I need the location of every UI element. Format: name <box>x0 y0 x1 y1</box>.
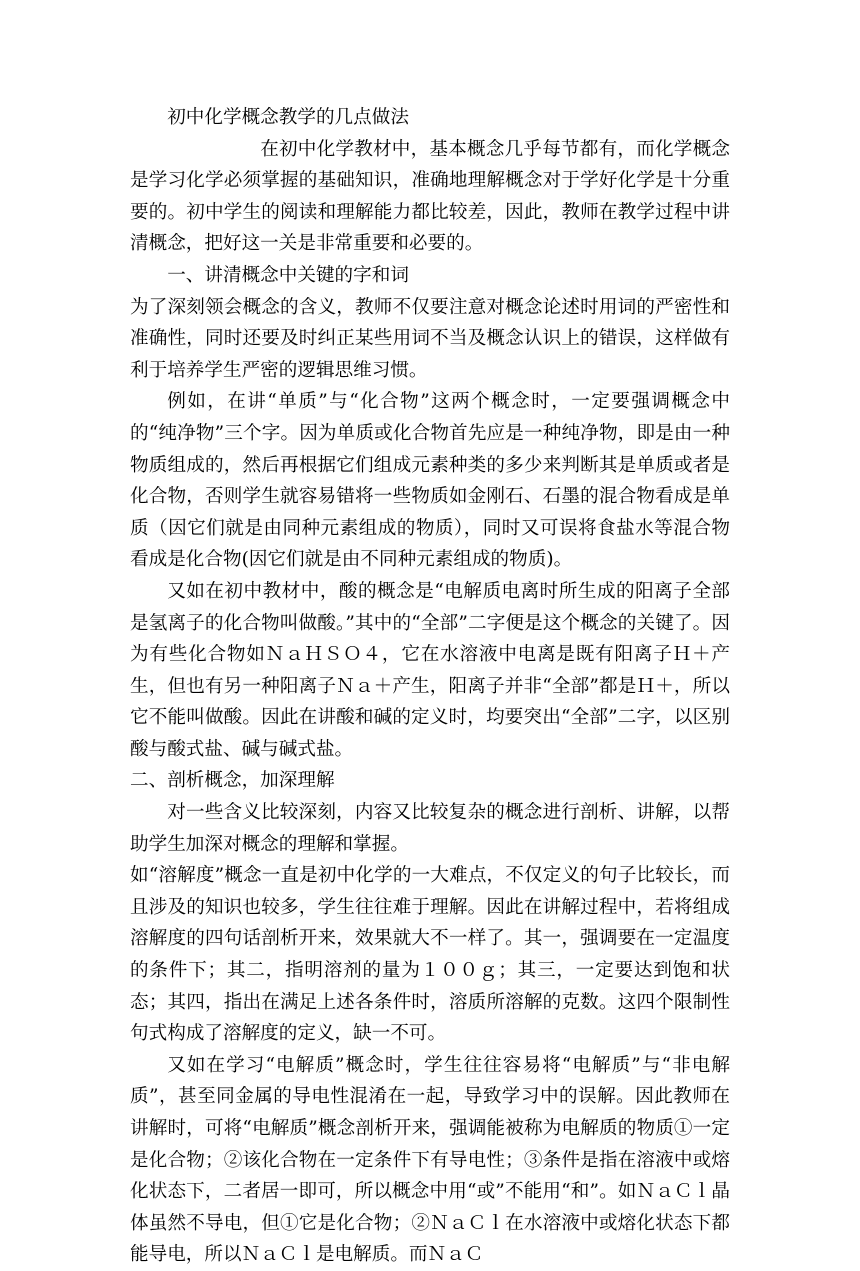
paragraph-electrolyte: 又如在学习“电解质”概念时，学生往往容易将“电解质”与“非电解质”，甚至同金属的导电性混淆在一起，导致学习中的误解。因此教师在讲解时，可将“电解质”概念剖析开来，强调能被称为电解质的物质①一定是化合物；②该化合物在一定条件下有导电性；③条件是指在溶液中或熔化状态下，二者居一即可，所以概念中用“或”不能用“和”。如ＮａＣｌ晶体虽然不导电，但①它是化合物；②ＮａＣｌ在水溶液中或熔化状态下都能导电，所以ＮａＣｌ是电解质。而ＮａＣ <box>130 1054 730 1266</box>
paragraph-solubility: 如“溶解度”概念一直是初中化学的一大难点，不仅定义的句子比较长，而且涉及的知识也较多，学生往往难于理解。因此在讲解过程中，若将组成溶解度的四句话剖析开来，效果就大不一样了。其一，强调要在一定温度的条件下；其二，指明溶剂的量为１００ｇ；其三，一定要达到饱和状态；其四，指出在满足上述各条件时，溶质所溶解的克数。这四个限制性句式构成了溶解度的定义，缺一不可。 <box>130 865 730 1045</box>
paragraph-intro: 在初中化学教材中，基本概念几乎每节都有，而化学概念是学习化学必须掌握的基础知识，准确地理解概念对于学好化学是十分重要的。初中学生的阅读和理解能力都比较差，因此，教师在教学过程中讲清概念，把好这一关是非常重要和必要的。 <box>130 138 730 255</box>
section-heading-1: 一、讲清概念中关键的字和词 <box>167 264 409 286</box>
document-body <box>130 102 730 1271</box>
document-title: 初中化学概念教学的几点做法 <box>167 107 409 128</box>
paragraph-section-2-intro: 对一些含义比较深刻，内容又比较复杂的概念进行剖析、讲解，以帮助学生加深对概念的理解和掌握。 <box>130 802 730 855</box>
paragraph-example-acid: 又如在初中教材中，酸的概念是“电解质电离时所生成的阳离子全部是氢离子的化合物叫做酸。”其中的“全部”二字便是这个概念的关键了。因为有些化合物如ＮａＨＳＯ４，它在水溶液中电离是既有阳离子Ｈ＋产生，但也有另一种阳离子Ｎａ＋产生，阳离子并非“全部”都是Ｈ＋，所以它不能叫做酸。因此在讲酸和碱的定义时，均要突出“全部”二字，以区别酸与酸式盐、碱与碱式盐。 <box>130 580 730 760</box>
section-heading-2: 二、剖析概念，加深理解 <box>130 770 335 792</box>
paragraph-example-elements: 例如，在讲“单质”与“化合物”这两个概念时，一定要强调概念中的“纯净物”三个字。因为单质或化合物首先应是一种纯净物，即是由一种物质组成的，然后再根据它们组成元素种类的多少来判断其是单质或者是化合物，否则学生就容易错将一些物质如金刚石、石墨的混合物看成是单质（因它们就是由同种元素组成的物质），同时又可误将食盐水等混合物看成是化合物(因它们就是由不同种元素组成的物质)。 <box>130 391 730 571</box>
paragraph-section-1-intro: 为了深刻领会概念的含义，教师不仅要注意对概念论述时用词的严密性和准确性，同时还要及时纠正某些用词不当及概念认识上的错误，这样做有利于培养学生严密的逻辑思维习惯。 <box>130 296 730 381</box>
